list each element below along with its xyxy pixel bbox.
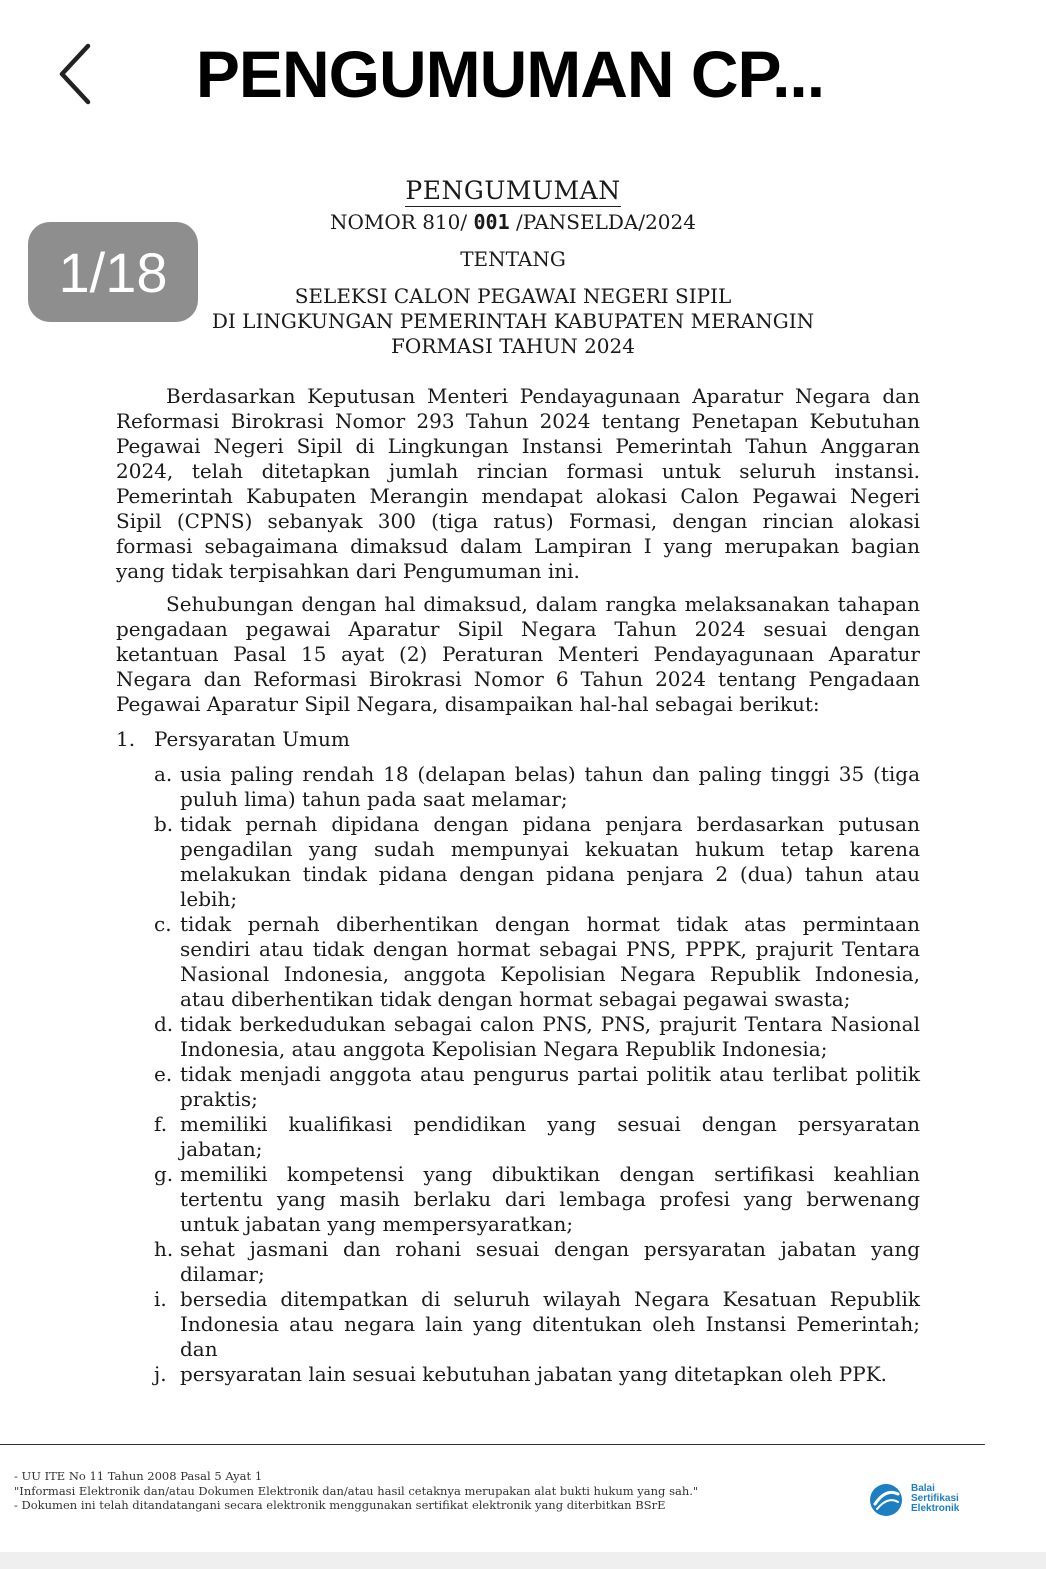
announcement-subject-line-3: FORMASI TAHUN 2024 (391, 334, 635, 358)
chevron-left-icon (52, 40, 100, 108)
section-heading: 1. Persyaratan Umum (116, 727, 350, 751)
requirements-list (154, 762, 920, 1387)
footer-divider (0, 1444, 985, 1445)
bsre-logo-text: Balai Sertifikasi Elektronik (911, 1483, 960, 1514)
paragraph-1: Berdasarkan Keputusan Menteri Pendayagunaan Aparatur Negara dan Reformasi Birokrasi Nomor 293 Tahun 2024 tentang Penetapan Kebutuhan Pegawai Negeri Sipil di Lingkungan Instansi Pemerintah Tahun Anggaran 2024, telah ditetapkan jumlah rincian formasi untuk seluruh instansi. Pemerintah Kabupaten Merangin mendapat alokasi Calon Pegawai Negeri Sipil (CPNS) sebanyak 300 (tiga ratus) Formasi, dengan rincian alokasi formasi sebagaimana dimaksud dalam Lampiran I yang merupakan bagian yang tidak terpisahkan dari Pengumuman ini. (116, 384, 920, 583)
announcement-about: TENTANG (460, 247, 566, 271)
footer-law-reference: - UU ITE No 11 Tahun 2008 Pasal 5 Ayat 1 (14, 1469, 263, 1483)
page-indicator: 1/18 (28, 222, 198, 322)
announcement-subject-line-2: DI LINGKUNGAN PEMERINTAH KABUPATEN MERANGIN (211, 309, 815, 333)
announcement-title: PENGUMUMAN (405, 176, 621, 205)
bottom-strip (0, 1552, 1046, 1569)
bsre-logo-icon (868, 1482, 904, 1518)
list-item: i. bersedia ditempatkan di seluruh wilayah Negara Kesatuan Republik Indonesia atau negara lain yang ditentukan oleh Instansi Pemerintah; dan (154, 1287, 920, 1361)
top-bar (0, 0, 1046, 150)
list-item: h. sehat jasmani dan rohani sesuai dengan persyaratan jabatan yang dilamar; (154, 1237, 920, 1286)
list-item: d. tidak berkedudukan sebagai calon PNS, PNS, prajurit Tentara Nasional Indonesia, atau anggota Kepolisian Negara Republik Indonesia; (154, 1012, 920, 1061)
announcement-number: NOMOR 810/ 001 /PANSELDA/2024 (330, 210, 696, 234)
list-item: b. tidak pernah dipidana dengan pidana penjara berdasarkan putusan pengadilan yang sudah mempunyai kekuatan hukum tetap karena melakukan tindak pidana dengan pidana penjara 2 (dua) tahun atau lebih; (154, 812, 920, 911)
back-button[interactable] (52, 40, 100, 108)
footer-law-quote: "Informasi Elektronik dan/atau Dokumen Elektronik dan/atau hasil cetaknya merupakan alat bukti hukum yang sah." (14, 1484, 699, 1498)
list-item: f. memiliki kualifikasi pendidikan yang sesuai dengan persyaratan jabatan; (154, 1112, 920, 1161)
announcement-subject-line-1: SELEKSI CALON PEGAWAI NEGERI SIPIL (294, 284, 732, 308)
paragraph-2: Sehubungan dengan hal dimaksud, dalam rangka melaksanakan tahapan pengadaan pegawai Aparatur Sipil Negara Tahun 2024 sesuai dengan ketantuan Pasal 15 ayat (2) Peraturan Menteri Pendayagunaan Aparatur Negara dan Reformasi Birokrasi Nomor 6 Tahun 2024 tentang Pengadaan Pegawai Aparatur Sipil Negara, disampaikan hal-hal sebagai berikut: (116, 592, 920, 716)
document-title: PENGUMUMAN CP... (195, 37, 825, 111)
list-item: j. persyaratan lain sesuai kebutuhan jabatan yang ditetapkan oleh PPK. (154, 1362, 888, 1386)
footer-signature-note: - Dokumen ini telah ditandatangani secara elektronik menggunakan sertifikat elektronik yang diterbitkan BSrE (14, 1498, 666, 1512)
list-item: e. tidak menjadi anggota atau pengurus partai politik atau terlibat politik praktis; (154, 1062, 920, 1111)
list-item: c. tidak pernah diberhentikan dengan hormat tidak atas permintaan sendiri atau tidak dengan hormat sebagai PNS, PPPK, prajurit Tentara Nasional Indonesia, anggota Kepolisian Negara Republik Indonesia, atau diberhentikan tidak dengan hormat sebagai pegawai swasta; (154, 912, 920, 1011)
list-item: a. usia paling rendah 18 (delapan belas) tahun dan paling tinggi 35 (tiga puluh lima) tahun pada saat melamar; (154, 762, 920, 811)
list-item: g. memiliki kompetensi yang dibuktikan dengan sertifikasi keahlian tertentu yang masih berlaku dari lembaga profesi yang berwenang untuk jabatan yang mempersyaratkan; (154, 1162, 920, 1236)
